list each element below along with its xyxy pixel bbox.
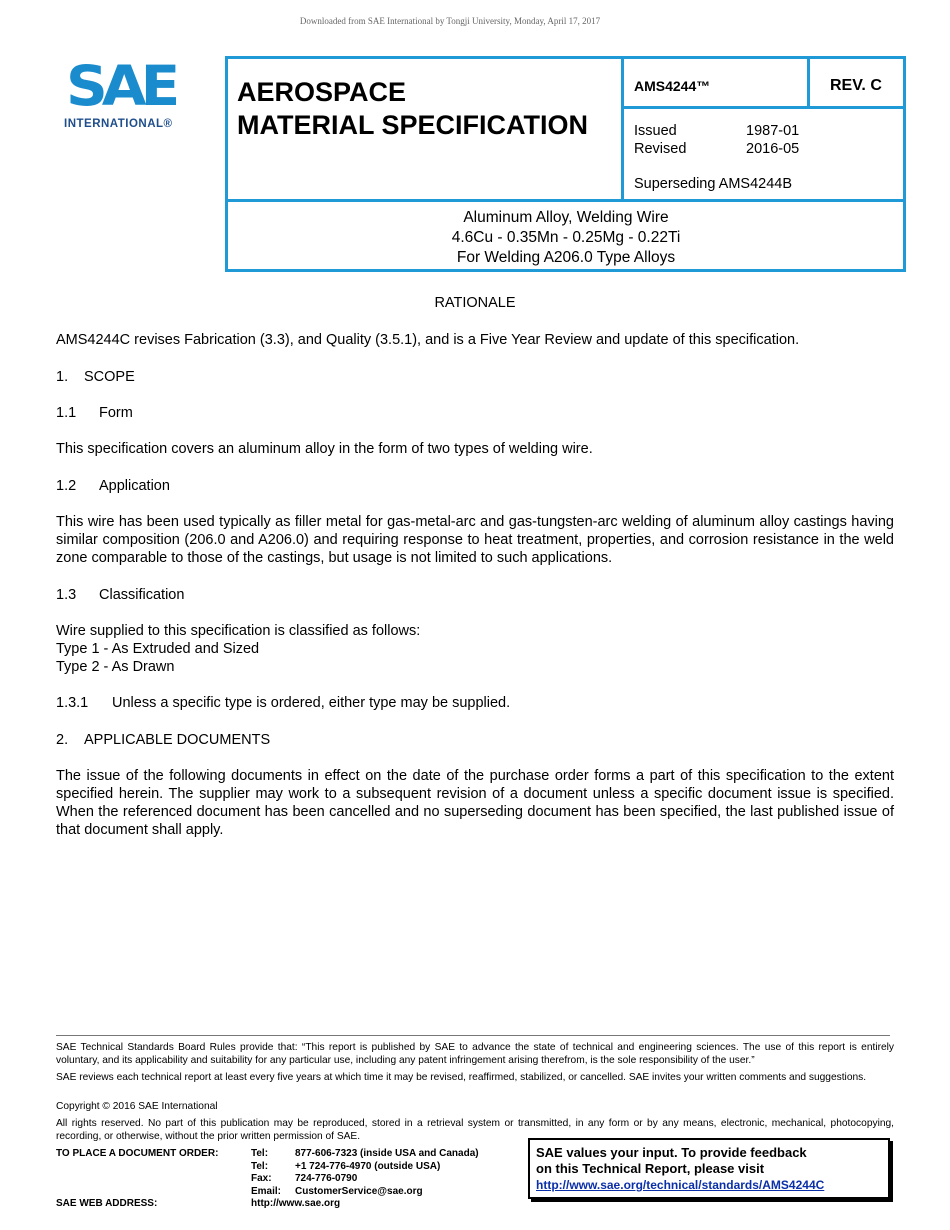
spec-number: AMS4244™ [634,78,711,94]
paragraph: Wire supplied to this specification is classified as follows: [56,623,421,639]
rationale-heading: RATIONALE [434,295,516,311]
web-address-link[interactable]: http://www.sae.org [251,1198,341,1209]
review-note: SAE reviews each technical report at least every five years at which time it may be revised, reaffirmed, stabilized, or cancelled. SAE invites your written comments and suggestions. [56,1072,867,1083]
tel-label: Tel: [251,1160,269,1172]
subsection [56,694,894,712]
paragraph: The issue of the following documents in effect on the date of the purchase order forms a part of this specification to the extent specified herein. The supplier may work to a subsequent revision of a document unless a specific document issue is specified. When the referenced document has been cancelled and no superseding document has been specified, the last published issue of that document shall apply. [56,768,894,838]
header-divider [621,56,624,201]
feedback-link[interactable]: http://www.sae.org/technical/standards/AMS4244C [536,1178,825,1192]
rights-note: All rights reserved. No part of this publication may be reproduced, stored in a retrieval system or transmitted, in any form or by any means, electronic, mechanical, photocopying, recording, or otherwise, without the prior written permission of SAE. [56,1118,894,1142]
section-title: Classification [99,587,185,603]
subject-line: For Welding A206.0 Type Alloys [456,249,676,266]
document-subject [228,208,904,268]
contact-values [295,1148,535,1198]
sae-logo [64,53,194,136]
order-label: TO PLACE A DOCUMENT ORDER: [56,1148,219,1159]
email-label: Email: [251,1185,282,1197]
revised-label: Revised [634,141,687,157]
fax-label: Fax: [251,1173,272,1184]
header-divider [621,106,906,109]
section-heading [56,731,894,749]
issued-value: 1987-01 [746,123,800,139]
fax-value: 724-776-0790 [295,1173,358,1184]
tel-label: Tel: [251,1148,269,1159]
issued-label: Issued [634,123,677,139]
board-rules-note: SAE Technical Standards Board Rules provide that: “This report is published by SAE to advance the state of technical and engineering sciences. The use of this report is entirely voluntary, and its applicability and suitability for any particular use, including any patent infringement arising therefrom, is the sole responsibility of the user.” [56,1042,894,1066]
header-divider [225,199,906,202]
section-heading [56,368,894,386]
section-number: 1. [56,369,69,385]
section-number: 1.2 [56,478,77,494]
subject-line: 4.6Cu - 0.35Mn - 0.25Mg - 0.22Ti [451,229,681,246]
superseding-note: Superseding AMS4244B [634,176,792,192]
revised-value: 2016-05 [746,141,800,157]
subject-line: Aluminum Alloy, Welding Wire [463,209,669,226]
footer-rule [56,1035,890,1036]
paragraph: This specification covers an aluminum alloy in the form of two types of welding wire. [56,441,593,457]
section-number: 1.3.1 [56,695,89,711]
section-number: 1.3 [56,587,77,603]
header-divider [807,56,810,108]
list-item: Type 2 - As Drawn [56,659,175,675]
classification-block [56,622,894,676]
section-heading [56,477,894,495]
section-title: Application [99,478,170,494]
rationale-text: AMS4244C revises Fabrication (3.3), and Quality (3.5.1), and is a Five Year Review and update of this specification. [56,332,800,348]
sae-logo-subtitle: INTERNATIONAL® [64,118,173,130]
section-number: 1.1 [56,405,77,421]
feedback-box [528,1138,890,1199]
paragraph: This wire has been used typically as filler metal for gas-metal-arc and gas-tungsten-arc welding of aluminum alloy castings having similar composition (206.0 and A206.0) and requiring response to heat treatment, properties, and corrosion resistance in the weld zone comparable to those of the castings, but usage is not limited to such applications. [56,514,894,566]
title-line: MATERIAL SPECIFICATION [237,110,588,140]
section-heading [56,404,894,422]
section-title: APPLICABLE DOCUMENTS [84,732,271,748]
sae-logo-letters: SAE [66,53,175,119]
section-number: 2. [56,732,69,748]
document-title [237,76,588,142]
feedback-text: on this Technical Report, please visit [536,1161,765,1176]
tel-value: 877-606-7323 (inside USA and Canada) [295,1148,479,1159]
tel-value: +1 724-776-4970 (outside USA) [295,1160,441,1172]
list-item: Type 1 - As Extruded and Sized [56,641,260,657]
paragraph: Unless a specific type is ordered, either type may be supplied. [112,695,511,711]
contact-labels [251,1148,301,1198]
section-heading [56,586,894,604]
email-value[interactable]: CustomerService@sae.org [295,1185,423,1197]
feedback-text: SAE values your input. To provide feedback [536,1145,807,1160]
revision-label: REV. C [830,77,882,94]
section-title: SCOPE [84,369,135,385]
download-note: Downloaded from SAE International by Tongji University, Monday, April 17, 2017 [299,16,601,26]
issue-dates [634,122,799,158]
copyright-note: Copyright © 2016 SAE International [56,1101,218,1112]
section-title: Form [99,405,133,421]
title-line: AEROSPACE [237,77,407,107]
web-address-label: SAE WEB ADDRESS: [56,1198,158,1209]
